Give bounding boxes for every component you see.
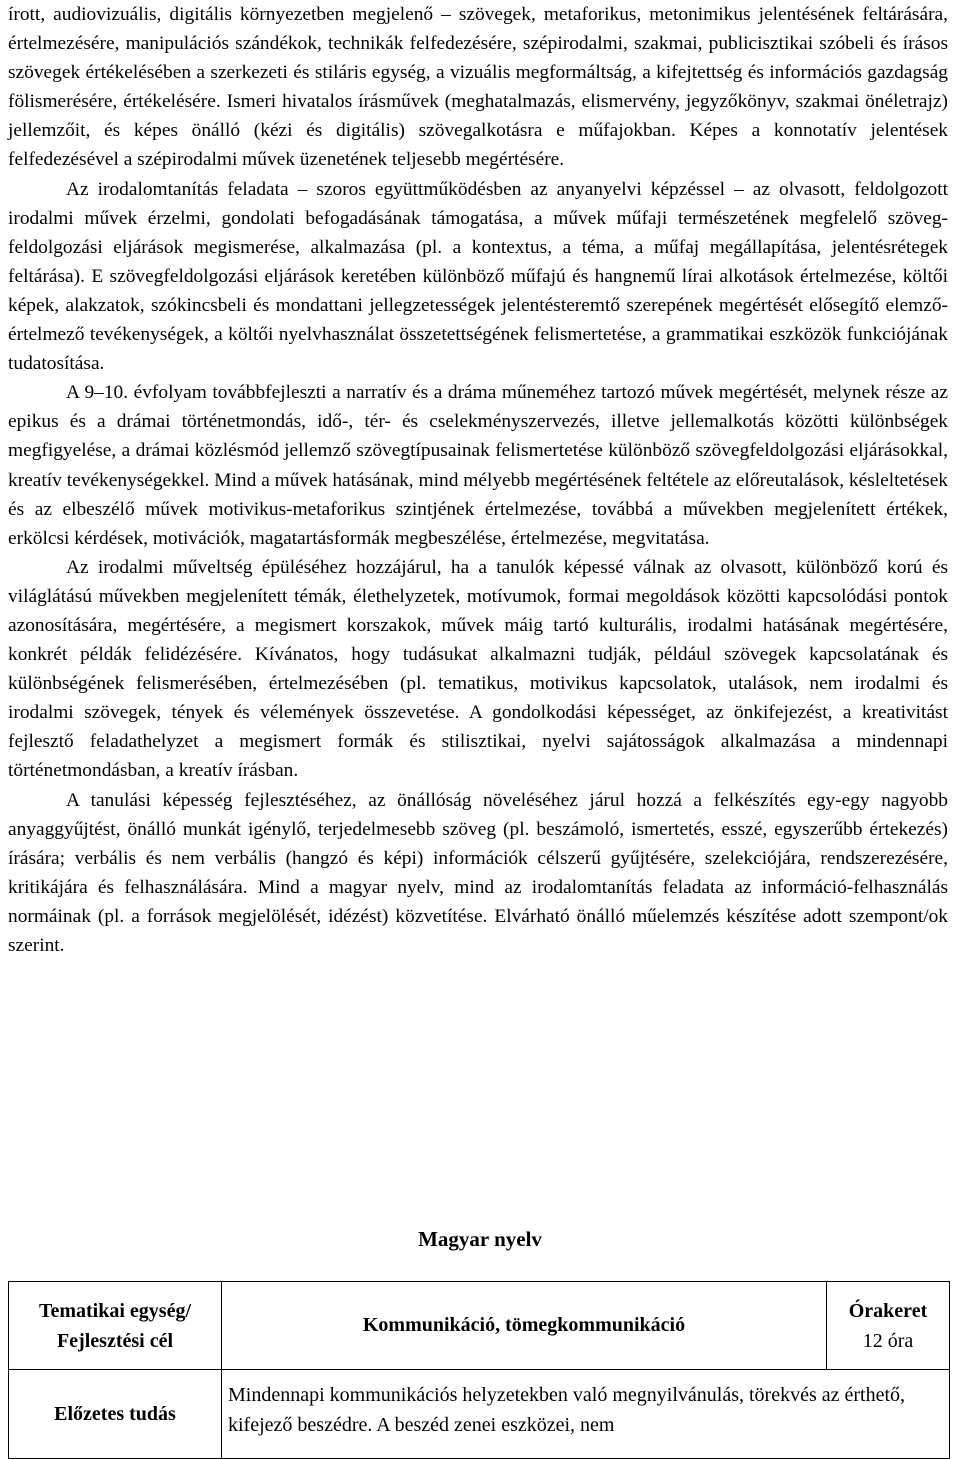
- section-title: Magyar nyelv: [418, 1227, 542, 1251]
- table-row: [9, 1370, 950, 1459]
- paragraph-5: A tanulási képesség fejlesztéséhez, az önállóság növeléséhez járul hozzá a felkészítés egy-egy nagyobb anyaggyűjtést, önálló munkát igénylő, terjedelmesebb szöveg (pl. beszámoló, ismertetés, esszé, egyszerűbb értekezés) írására; verbális és nem verbális (hangzó és képi) információk célszerű gyűjtésére, szelekciójára, rendszerezésére, kritikájára és felhasználására. Mind a magyar nyelv, mind az irodalomtanítás feladata az információ-felhasználás normáinak (pl. a források megjelölését, idézést) közvetítése. Elvárható önálló műelemzés készítése adott szempont/ok szerint.: [8, 789, 948, 956]
- prior-knowledge-content: Mindennapi kommunikációs helyzetekben való megnyilvánulás, törekvés az érthető, kifejező beszédre. A beszéd zenei eszközei, nem: [222, 1370, 950, 1459]
- hours-cell: [827, 1282, 950, 1370]
- table-row: [9, 1282, 950, 1370]
- topic-cell: Kommunikáció, tömegkommunikáció: [222, 1282, 827, 1370]
- body-text: [8, 0, 948, 960]
- hours-label: Órakeret: [848, 1299, 928, 1322]
- curriculum-table: [8, 1281, 950, 1459]
- paragraph-2: Az irodalomtanítás feladata – szoros együttműködésben az anyanyelvi képzéssel – az olvasott, feldolgozott irodalmi művek érzelmi, gondolati befogadásának támogatása, a művek műfaji természetének megfelelő szöveg-feldolgozási eljárások megismerése, alkalmazása (pl. a kontextus, a téma, a műfaj megállapítása, jelentésrétegek feltárása). E szövegfeldolgozási eljárások keretében különböző műfajú és hangnemű lírai alkotások értelmezése, költői képek, alakzatok, szókincsbeli és mondattani jellegzetességek jelentésteremtő szerepének megértését elősegítő elemző-értelmező tevékenységek, a költői nyelvhasználat összetettségének felismertetése, a grammatikai eszközök funkciójának tudatosítása.: [8, 178, 948, 375]
- paragraph-3: A 9–10. évfolyam továbbfejleszti a narratív és a dráma műneméhez tartozó művek megértését, melynek része az epikus és a drámai történetmondás, idő-, tér- és cselekményszervezés, illetve jellemalkotás közötti különbségek megfigyelése, a drámai közlésmód jellemző szövegtípusainak felismertetése különböző szövegfeldolgozási eljárásokkal, kreatív tevékenységekkel. Mind a művek hatásának, mind mélyebb megértésének feltétele az előreutalások, késleltetések és az elbeszélő művek motivikus-metaforikus szintjének értelmezése, továbbá a művekben megjelenített értékek, erkölcsi kérdések, motivációk, magatartásformák megbeszélése, értelmezése, megvitatása.: [8, 382, 948, 549]
- table-header-cell: [9, 1282, 222, 1370]
- header-line-1: Tematikai egység/: [38, 1299, 192, 1322]
- header-line-2: Fejlesztési cél: [56, 1329, 174, 1352]
- paragraph-1: írott, audiovizuális, digitális környezetben megjelenő – szövegek, metaforikus, metonimikus jelentésének feltárására, értelmezésére, manipulációs szándékok, technikák felfedezésére, szépirodalmi, szakmai, publicisztikai szóbeli és írásos szövegek értékelésében a szerkezeti és stiláris egység, a vizuális megformáltság, a kifejtettség és információs gazdagság fölismerésére, értékelésére. Ismeri hivatalos írásművek (meghatalmazás, elismervény, jegyzőkönyv, szakmai önéletrajz) jellemzőit, és képes önálló (kézi és digitális) szövegalkotásra e műfajokban. Képes a konnotatív jelentések felfedezésével a szépirodalmi művek üzenetének teljesebb megértésére.: [8, 4, 948, 171]
- prior-knowledge-header: Előzetes tudás: [9, 1370, 222, 1459]
- hours-value: 12 óra: [862, 1329, 914, 1352]
- paragraph-4: Az irodalmi műveltség épüléséhez hozzájárul, ha a tanulók képessé válnak az olvasott, különböző korú és világlátású művekben megjelenített témák, élethelyzetek, motívumok, formai megoldások közötti kapcsolódási pontok azonosítására, megértésére, a megismert korszakok, művek máig tartó kulturális, irodalmi hatásának megértésére, konkrét példák felidézésére. Kívánatos, hogy tudásukat alkalmazni tudják, például szövegek kapcsolatának és különbségének felismerésében, értelmezésében (pl. tematikus, motivikus kapcsolatok, utalások, nem irodalmi és irodalmi szövegek, tények és vélemények összevetése. A gondolkodási képességet, az önkifejezést, a kreativitást fejlesztő feladathelyzet a megismert formák és stilisztikai, nyelvi sajátosságok alkalmazása a mindennapi történetmondásban, a kreatív írásban.: [8, 556, 948, 782]
